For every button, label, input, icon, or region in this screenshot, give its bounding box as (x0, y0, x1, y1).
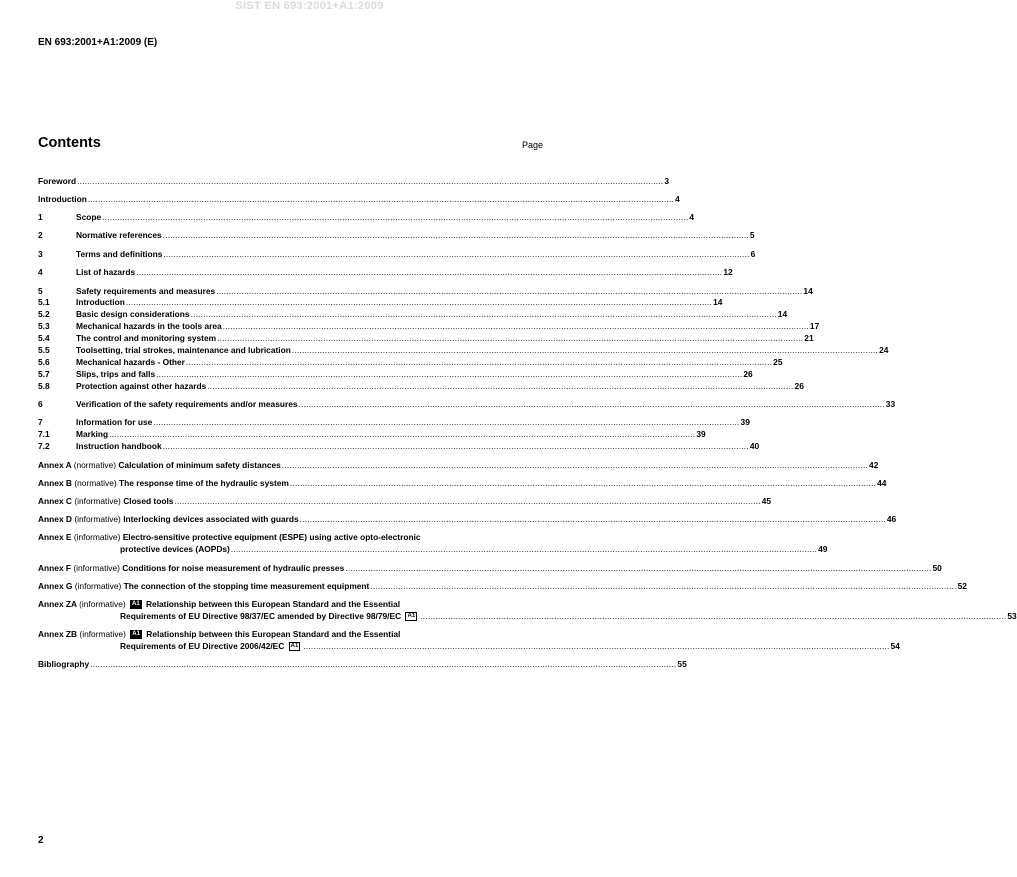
toc-entry-text: Relationship between this European Standard and the Essential (146, 628, 401, 639)
toc-entry-text: Closed tools (123, 496, 174, 506)
toc-entry-annex-za-continued[interactable] (120, 609, 1017, 621)
toc-page-number: 4 (675, 194, 680, 204)
amendment-end-marker-icon: A1 (290, 643, 299, 649)
toc-page-number: 53 (1007, 611, 1017, 621)
toc-entry-5-2[interactable] (38, 307, 788, 319)
toc-entry-text: Foreword (38, 176, 77, 186)
annex-label: Annex ZB (38, 628, 78, 639)
toc-entry-text: Mechanical hazards - Other (76, 357, 185, 367)
toc-entry-text: Introduction (38, 194, 87, 204)
toc-page-number: 25 (773, 357, 783, 367)
amendment-start-marker-icon: A1 (131, 601, 140, 607)
toc-entry-5-1[interactable] (38, 295, 723, 307)
toc-page-number: 42 (869, 460, 879, 470)
toc-section-number: 4 (38, 267, 43, 277)
annex-type: (informative) (74, 496, 121, 506)
toc-entry-text: Protection against other hazards (76, 381, 207, 391)
toc-section-number: 7.1 (38, 429, 50, 439)
toc-entry-7[interactable] (38, 415, 750, 427)
toc-page-number: 6 (750, 249, 756, 259)
toc-page-number: 52 (957, 581, 967, 591)
toc-section-number: 5.8 (38, 381, 50, 391)
toc-entry-text: Terms and definitions (76, 249, 163, 259)
toc-page-number: 40 (749, 441, 760, 451)
toc-page-number: 45 (761, 496, 772, 506)
toc-page-number: 14 (803, 286, 813, 296)
toc-entry-annex-g[interactable] (38, 579, 967, 591)
toc-section-number: 5 (38, 286, 43, 296)
toc-section-number: 2 (38, 230, 43, 240)
toc-entry-text: Scope (76, 212, 102, 222)
toc-entry-annex-c[interactable] (38, 494, 772, 506)
toc-section-number: 5.1 (38, 297, 50, 307)
annex-type: (normative) (73, 460, 117, 470)
toc-section-number: 5.7 (38, 369, 50, 379)
toc-entry-5-5[interactable] (38, 343, 889, 355)
toc-entry-text: Verification of the safety requirements and/or measures (76, 399, 298, 409)
standard-header: EN 693:2001+A1:2009 (E) (38, 37, 158, 48)
toc-page-number: 21 (804, 333, 814, 343)
annex-type: (informative) (73, 563, 120, 573)
toc-entry-annex-e[interactable] (38, 530, 546, 542)
toc-entry-7-2[interactable] (38, 439, 760, 451)
annex-label: Annex D (38, 514, 72, 524)
toc-page-number: 55 (677, 659, 687, 669)
toc-entry-annex-zb[interactable] (38, 627, 546, 639)
toc-page-number: 33 (885, 399, 896, 409)
toc-entry-text: Marking (76, 429, 109, 439)
toc-entry-text: Relationship between this European Standard and the Essential (145, 598, 401, 609)
toc-section-number: 3 (38, 249, 43, 259)
toc-entry-introduction[interactable] (38, 192, 680, 204)
toc-entry-2[interactable] (38, 228, 755, 240)
toc-entry-annex-e-continued[interactable] (120, 542, 828, 554)
toc-page-number: 12 (723, 267, 733, 277)
amendment-start-marker-icon: A1 (132, 631, 140, 637)
toc-entry-annex-b[interactable] (38, 476, 887, 488)
annex-label: Annex B (38, 478, 72, 488)
toc-entry-text: The connection of the stopping time measurement equipment (123, 581, 370, 591)
toc-entry-text: List of hazards (76, 267, 136, 277)
toc-entry-text: Interlocking devices associated with guards (123, 514, 299, 524)
toc-page-number: 44 (877, 478, 887, 488)
toc-section-number: 5.2 (38, 309, 50, 319)
toc-entry-text: Mechanical hazards in the tools area (76, 321, 222, 331)
toc-section-number: 5.6 (38, 357, 50, 367)
annex-type: (informative) (79, 628, 126, 639)
toc-entry-text: Instruction handbook (76, 441, 162, 451)
toc-section-number: 1 (38, 212, 43, 222)
toc-page-number: 5 (749, 230, 755, 240)
amendment-end-marker-icon: A1 (407, 613, 416, 619)
toc-page-number: 14 (777, 309, 788, 319)
toc-page-number: 39 (696, 429, 706, 439)
toc-section-number: 7 (38, 417, 43, 427)
toc-section-number: 7.2 (38, 441, 50, 451)
toc-entry-5-7[interactable] (38, 367, 753, 379)
annex-type: (informative) (79, 598, 126, 609)
footer-page-number: 2 (38, 835, 44, 846)
toc-page-number: 17 (809, 321, 820, 331)
toc-page-number: 46 (886, 514, 897, 524)
toc-entry-text: protective devices (AOPDs) (120, 544, 230, 554)
toc-entry-text: Calculation of minimum safety distances (118, 460, 281, 470)
toc-section-number: 6 (38, 399, 43, 409)
toc-entry-5-8[interactable] (38, 379, 804, 391)
toc-entry-text: Bibliography (38, 659, 90, 669)
annex-type: (informative) (73, 532, 121, 542)
toc-entry-1[interactable] (38, 210, 695, 222)
toc-entry-foreword[interactable] (38, 174, 670, 186)
page-column-label: Page (522, 140, 544, 150)
toc-entry-text: The response time of the hydraulic system (119, 478, 289, 488)
toc-page-number: 26 (743, 369, 753, 379)
annex-type: (informative) (74, 581, 122, 591)
toc-entry-text: Information for use (76, 417, 153, 427)
toc-page-number: 54 (890, 641, 900, 651)
toc-entry-text: Requirements of EU Directive 98/37/EC amended by Directive 98/79/EC (120, 610, 402, 621)
toc-section-number: 5.5 (38, 345, 50, 355)
toc-section-number: 5.3 (38, 321, 50, 331)
toc-page-number: 3 (664, 176, 670, 186)
page-title: Contents (38, 135, 101, 151)
toc-page-number: 39 (740, 417, 750, 427)
annex-label: Annex A (38, 460, 72, 470)
toc-entry-6[interactable] (38, 397, 896, 409)
watermark: SIST EN 693:2001+A1:2009 (235, 0, 384, 12)
toc-page-number: 49 (818, 544, 828, 554)
toc-page-number: 24 (879, 345, 889, 355)
toc-entry-bibliography[interactable] (38, 657, 687, 669)
toc-entry-text: The control and monitoring system (76, 333, 217, 343)
annex-label: Annex ZA (38, 598, 77, 609)
toc-entry-text: Safety requirements and measures (76, 286, 216, 296)
toc-entry-text: Slips, trips and falls (76, 369, 156, 379)
annex-label: Annex G (38, 581, 73, 591)
toc-entry-5-4[interactable] (38, 331, 814, 343)
toc-entry-text: Toolsetting, trial strokes, maintenance and lubrication (76, 345, 291, 355)
toc-entry-4[interactable] (38, 265, 733, 277)
toc-entry-annex-d[interactable] (38, 512, 897, 524)
toc-entry-text: Introduction (76, 297, 125, 307)
annex-type: (normative) (74, 478, 117, 488)
toc-entry-text: Conditions for noise measurement of hydraulic presses (122, 563, 345, 573)
toc-entry-text: Normative references (76, 230, 162, 240)
toc-entry-text: Requirements of EU Directive 2006/42/EC (120, 640, 285, 651)
toc-page-number: 14 (713, 297, 723, 307)
annex-type: (informative) (74, 514, 121, 524)
toc-entry-3[interactable] (38, 247, 756, 259)
toc-entry-text: Basic design considerations (76, 309, 190, 319)
toc-entry-text: Electro-sensitive protective equipment (ESPE) using active opto-electronic (122, 532, 421, 542)
toc-section-number: 5.4 (38, 333, 50, 343)
toc-entry-annex-zb-continued[interactable] (120, 639, 900, 651)
annex-label: Annex E (38, 532, 72, 542)
toc-entry-annex-f[interactable] (38, 561, 942, 573)
toc-entry-5-6[interactable] (38, 355, 783, 367)
annex-label: Annex F (38, 563, 72, 573)
annex-label: Annex C (38, 496, 72, 506)
toc-entry-5-3[interactable] (38, 319, 820, 331)
toc-entry-7-1[interactable] (38, 427, 706, 439)
toc-entry-annex-za[interactable] (38, 597, 546, 609)
toc-page-number: 50 (932, 563, 942, 573)
toc-entry-annex-a[interactable] (38, 458, 879, 470)
toc-page-number: 4 (689, 212, 695, 222)
toc-page-number: 26 (794, 381, 804, 391)
